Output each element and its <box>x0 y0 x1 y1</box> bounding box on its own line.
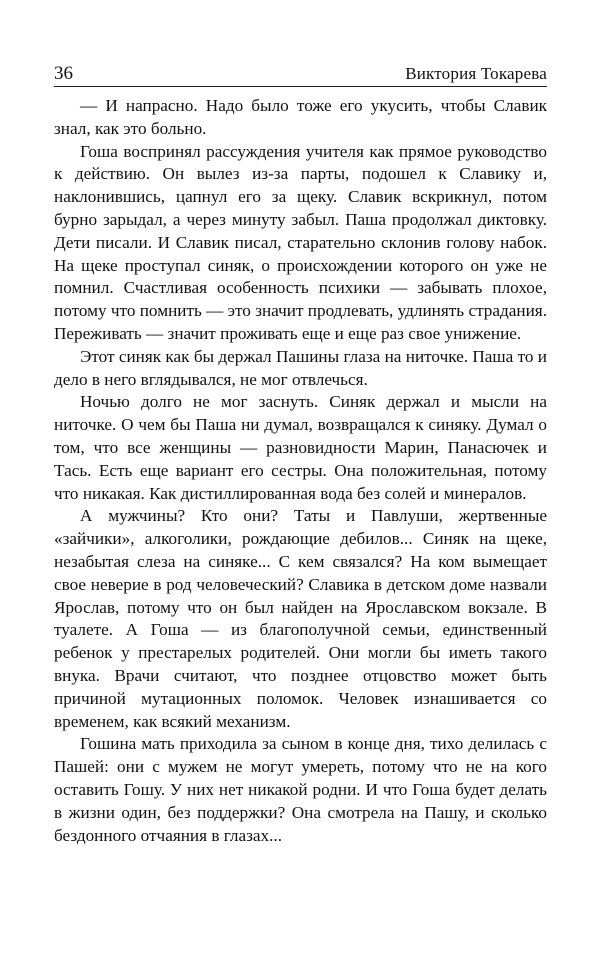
paragraph: Ночью долго не мог заснуть. Синяк держал и мысли на ниточке. О чем бы Паша ни думал, возвращался к синяку. Думал о том, что все женщины — разновидности Марин, Панасючек и Тась. Есть еще вариант его сестры. Она положительная, потому что никакая. Как дистиллированная вода без солей и минералов. <box>54 392 547 503</box>
body-text <box>54 95 547 847</box>
running-title: Виктория Токарева <box>405 64 547 83</box>
page-number: 36 <box>54 63 73 84</box>
paragraph: Гошина мать приходила за сыном в конце дня, тихо делилась с Пашей: они с мужем не могут умереть, потому что не на кого оставить Гошу. У них нет никакой родни. И что Гоша будет делать в жизни один, без поддержки? Она смотрела на Пашу, и сколько бездонного отчаяния в глазах... <box>54 734 547 845</box>
book-page <box>54 58 547 847</box>
paragraph: — И напрасно. Надо было тоже его укусить, чтобы Славик знал, как это больно. <box>54 96 547 138</box>
header-rule <box>54 86 547 87</box>
page-header <box>54 58 547 84</box>
paragraph: А мужчины? Кто они? Таты и Павлуши, жертвенные «зайчики», алкоголики, рождающие дебилов... Синяк на щеке, незабытая слеза на синяке... С кем связался? На ком вымещает свое неверие в род человеческий? Славика в детском доме назвали Ярослав, потому что он был найден на Ярославском вокзале. В туалете. А Гоша — из благополучной семьи, единственный ребенок у престарелых родителей. Они могли бы иметь такого внука. Врачи считают, что позднее отцовство может быть причиной мутационных поломок. Человек изнашивается со временем, как всякий механизм. <box>54 506 547 731</box>
paragraph: Этот синяк как бы держал Пашины глаза на ниточке. Паша то и дело в него вглядывался, не мог отвлечься. <box>54 346 547 389</box>
paragraph: Гоша воспринял рассуждения учителя как прямое руководство к действию. Он вылез из-за парты, подошел к Славику и, наклонившись, цапнул его за щеку. Славик вскрикнул, потом бурно зарыдал, а через минуту забыл. Паша продолжал диктовку. Дети писали. И Славик писал, старательно склонив голову набок. На щеке проступал синяк, о происхождении которого он уже не помнил. Счастливая особенность психики — забывать плохое, потому что помнить — это значит продлевать, удлинять страдания. Переживать — значит проживать еще и еще раз свое унижение. <box>54 141 547 343</box>
